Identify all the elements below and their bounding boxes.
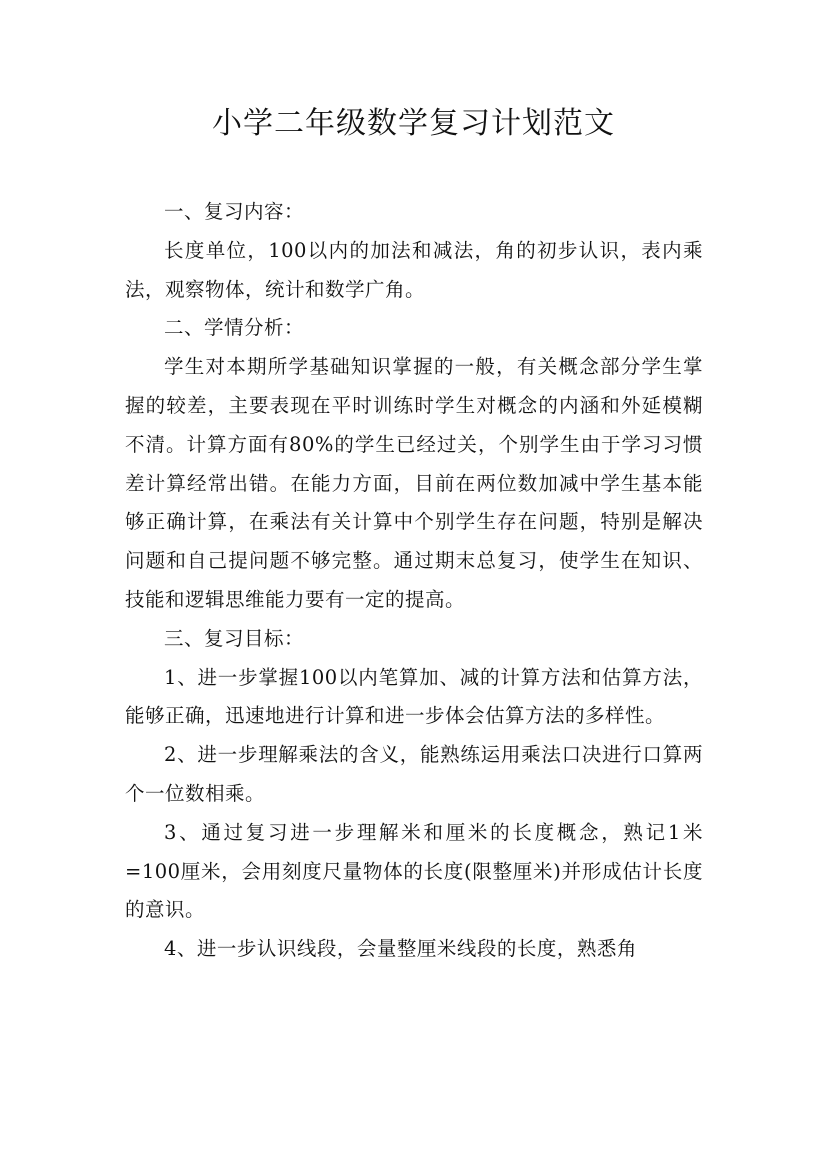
goal-item-3: 3、通过复习进一步理解米和厘米的长度概念，熟记1米=100厘米，会用刻度尺量物体的长度(限整厘米)并形成估计长度的意识。 <box>125 820 703 922</box>
goal-item-1: 1、进一步掌握100以内笔算加、减的计算方法和估算方法，能够正确，迅速地进行计算和进一步体会估算方法的多样性。 <box>125 665 703 728</box>
goal-item-2: 2、进一步理解乘法的含义，能熟练运用乘法口决进行口算两个一位数相乘。 <box>125 743 703 805</box>
paragraph-content: 长度单位，100以内的加法和减法，角的初步认识，表内乘法，观察物体，统计和数学广角。 <box>125 238 703 301</box>
paragraph-analysis: 学生对本期所学基础知识掌握的一般，有关概念部分学生掌握的较差，主要表现在平时训练时学生对概念的内涵和外延模糊不清。计算方面有80%的学生已经过关，个别学生由于学习习惯差计算经常出错。在能力方面，目前在两位数加减中学生基本能够正确计算，在乘法有关计算中个别学生存在问题，特别是解决问题和自己提问题不够完整。通过期末总复习，使学生在知识、技能和逻辑思维能力要有一定的提高。 <box>125 355 703 611</box>
section-heading-analysis: 二、学情分析： <box>164 316 305 340</box>
section-heading-content: 一、复习内容： <box>164 200 305 223</box>
goal-item-4: 4、进一步认识线段，会量整厘米线段的长度，熟悉角 <box>164 937 637 961</box>
document-title: 小学二年级数学复习计划范文 <box>212 106 615 141</box>
document-body <box>125 193 703 969</box>
section-heading-goals: 三、复习目标： <box>164 626 305 650</box>
